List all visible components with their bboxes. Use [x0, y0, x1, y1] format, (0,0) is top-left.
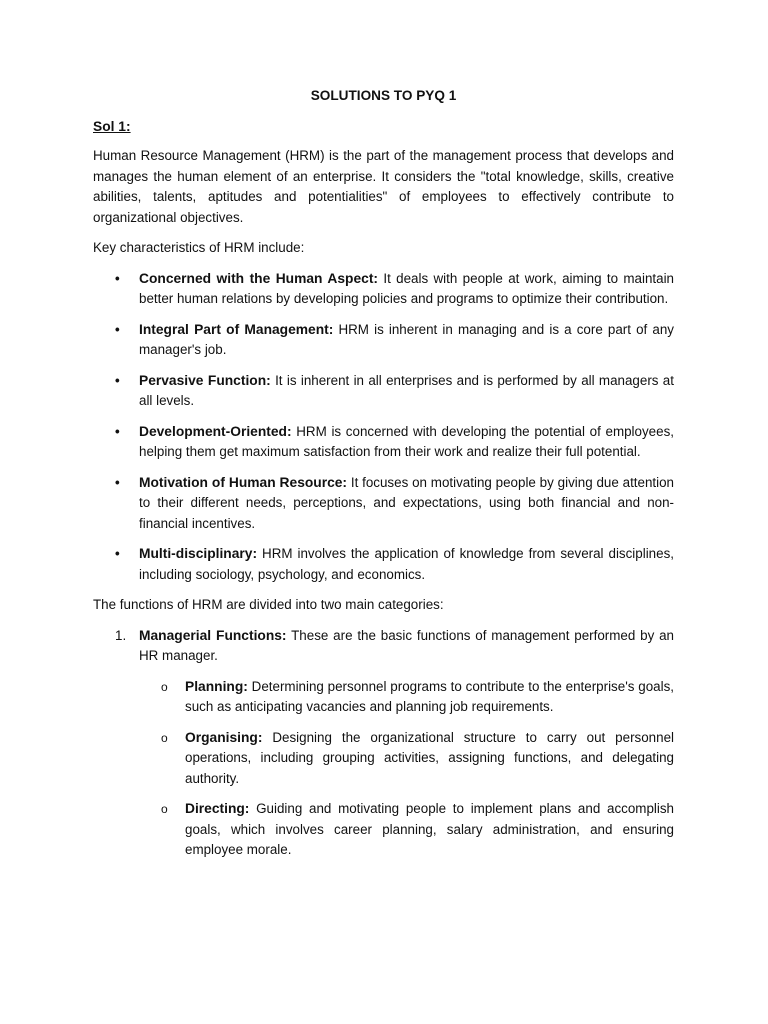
functions-intro: The functions of HRM are divided into two main categories:	[93, 597, 444, 612]
characteristic-text: HRM is inherent in managing and is a core part of any manager's job.	[139, 321, 674, 357]
characteristic-term: Pervasive Function:	[139, 372, 271, 388]
characteristic-term: Development-Oriented:	[139, 423, 292, 439]
list-number: 1.	[115, 627, 127, 643]
subfunction-text: Designing the organizational structure to carry out personnel operations, including grouping activities, assigning functions, and delegating authority.	[185, 729, 674, 786]
characteristic-item	[93, 371, 674, 412]
characteristic-text: It focuses on motivating people by giving due attention to their different needs, perceptions, and expectations, using both financial and non-financial incentives.	[139, 474, 674, 531]
functions-list	[93, 626, 674, 861]
solution-heading: Sol 1:	[93, 118, 131, 134]
subfunction-term: Directing:	[185, 801, 250, 816]
page-title: SOLUTIONS TO PYQ 1	[310, 88, 457, 103]
circle-bullet-icon: o	[161, 802, 168, 816]
subfunction-text: Guiding and motivating people to implement plans and accomplish goals, which involves career planning, salary administration, and ensuring employee morale.	[185, 801, 674, 857]
bullet-icon: •	[115, 423, 120, 439]
bullet-icon: •	[115, 474, 120, 490]
characteristic-item	[93, 544, 674, 585]
subfunction-term: Organising:	[185, 729, 263, 745]
subfunction-term: Planning:	[185, 678, 248, 694]
characteristic-term: Integral Part of Management:	[139, 321, 334, 337]
characteristic-item	[93, 422, 674, 463]
function-text: These are the basic functions of management performed by an HR manager.	[139, 627, 674, 663]
characteristic-item	[93, 473, 674, 535]
subfunction-item	[139, 677, 674, 718]
subfunction-text: Determining personnel programs to contribute to the enterprise's goals, such as anticipating vacancies and planning job requirements.	[185, 678, 674, 714]
characteristic-term: Concerned with the Human Aspect:	[139, 270, 379, 286]
bullet-icon: •	[115, 321, 120, 337]
characteristics-list	[93, 269, 674, 586]
subfunction-item	[139, 799, 674, 861]
characteristic-term: Multi-disciplinary:	[139, 546, 258, 561]
managerial-subfunctions-list	[139, 677, 674, 861]
key-characteristics-intro: Key characteristics of HRM include:	[93, 240, 305, 255]
characteristic-text: It deals with people at work, aiming to maintain better human relations by developing policies and programs to optimize their contribution.	[139, 270, 674, 306]
bullet-icon: •	[115, 546, 120, 561]
characteristic-text: HRM involves the application of knowledge from several disciplines, including sociology, psychology, and economics.	[139, 546, 674, 582]
bullet-icon: •	[115, 372, 120, 388]
bullet-icon: •	[115, 270, 120, 286]
circle-bullet-icon: o	[161, 679, 168, 694]
function-item	[93, 626, 674, 861]
function-term: Managerial Functions:	[139, 627, 287, 643]
characteristic-text: It is inherent in all enterprises and is performed by all managers at all levels.	[139, 372, 674, 408]
characteristic-text: HRM is concerned with developing the potential of employees, helping them get maximum satisfaction from their work and realize their full potential.	[139, 423, 674, 459]
intro-paragraph: Human Resource Management (HRM) is the part of the management process that develops and manages the human element of an enterprise. It considers the "total knowledge, skills, creative abilities, talents, aptitudes and potentialities" of employees to effectively contribute to organizational objectives.	[93, 148, 674, 225]
characteristic-term: Motivation of Human Resource:	[139, 474, 348, 490]
characteristic-item	[93, 320, 674, 361]
subfunction-item	[139, 728, 674, 790]
circle-bullet-icon: o	[161, 730, 168, 745]
characteristic-item	[93, 269, 674, 310]
document-body	[93, 86, 674, 871]
